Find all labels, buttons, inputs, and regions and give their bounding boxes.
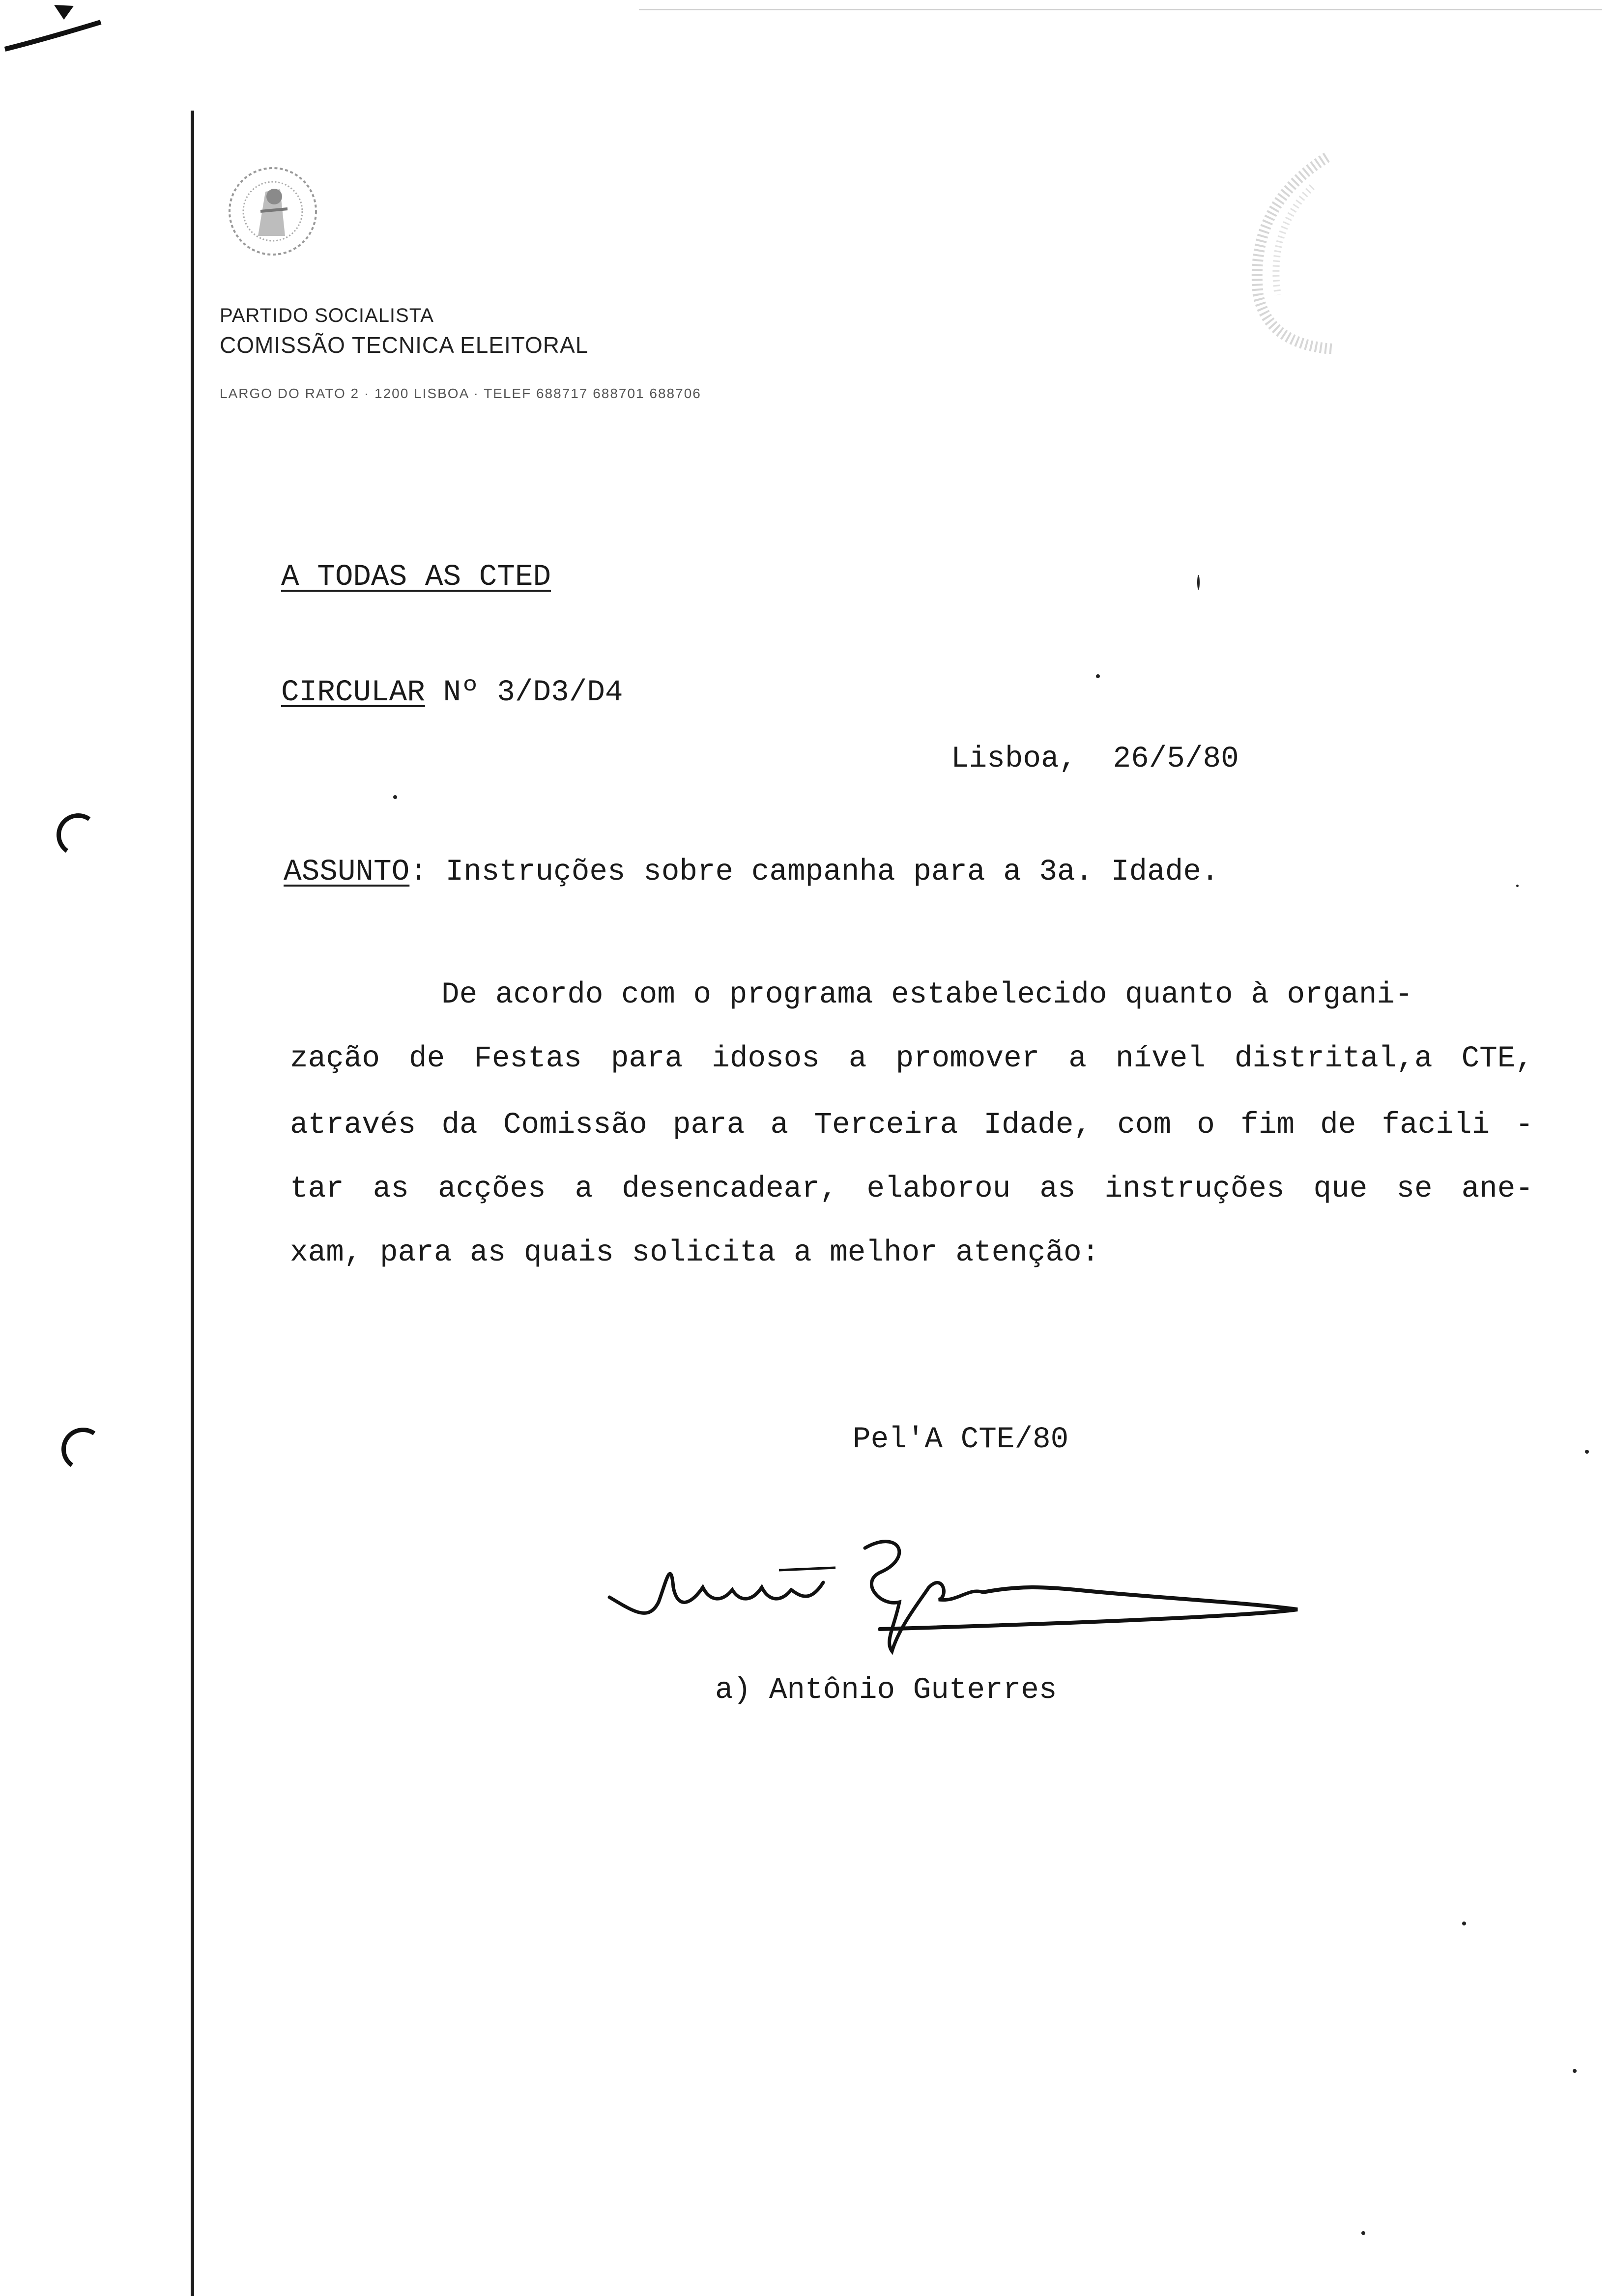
scan-speck xyxy=(393,795,397,799)
scan-speck xyxy=(1585,1450,1589,1454)
scan-speck xyxy=(1516,885,1519,887)
place-date xyxy=(951,742,1239,776)
circular-number: Nº 3/D3/D4 xyxy=(443,676,623,710)
top-scan-rule xyxy=(639,9,1602,10)
party-seal-icon xyxy=(216,162,329,260)
circular-line xyxy=(281,676,623,710)
body-line-3: através da Comissão para a Terceira Idade, com o fim de facili - xyxy=(290,1108,1533,1142)
punch-hole-bottom xyxy=(58,1424,108,1474)
faded-stamp xyxy=(1238,147,1337,354)
subject-text: Instruções sobre campanha para a 3a. Idade. xyxy=(445,855,1219,889)
punch-hole-top xyxy=(53,810,103,860)
organization-name: PARTIDO SOCIALISTA xyxy=(220,305,434,326)
circular-label: CIRCULAR xyxy=(281,676,425,710)
signatory-name: a) Antônio Guterres xyxy=(715,1673,1057,1707)
scan-speck xyxy=(1096,674,1100,678)
margin-line xyxy=(191,111,194,2296)
subject-colon: : xyxy=(409,855,428,889)
scan-speck xyxy=(1197,575,1200,590)
body-line-4: tar as acções a desencadear, elaborou as instruções que se ane- xyxy=(290,1172,1533,1206)
body-line-5: xam, para as quais solicita a melhor atenção: xyxy=(290,1236,1100,1270)
subject-label: ASSUNTO xyxy=(284,855,410,889)
body-line-2: zação de Festas para idosos a promover a nível distrital,a CTE, xyxy=(290,1042,1533,1076)
place: Lisboa, xyxy=(951,742,1077,776)
corner-mark xyxy=(0,0,118,69)
recipient-line: A TODAS AS CTED xyxy=(281,560,551,594)
department-name: COMISSÃO TECNICA ELEITORAL xyxy=(220,332,589,358)
subject-line xyxy=(284,855,1219,889)
scan-speck xyxy=(1462,1922,1466,1925)
closing-line: Pel'A CTE/80 xyxy=(853,1423,1069,1457)
body-line-1: De acordo com o programa estabelecido quanto à organi- xyxy=(441,978,1413,1012)
date: 26/5/80 xyxy=(1113,742,1239,776)
scan-speck xyxy=(1361,2231,1365,2235)
handwritten-signature xyxy=(604,1528,1302,1671)
letterhead-address: LARGO DO RATO 2 · 1200 LISBOA · TELEF 688717 688701 688706 xyxy=(220,386,701,401)
scan-speck xyxy=(1573,2069,1577,2073)
